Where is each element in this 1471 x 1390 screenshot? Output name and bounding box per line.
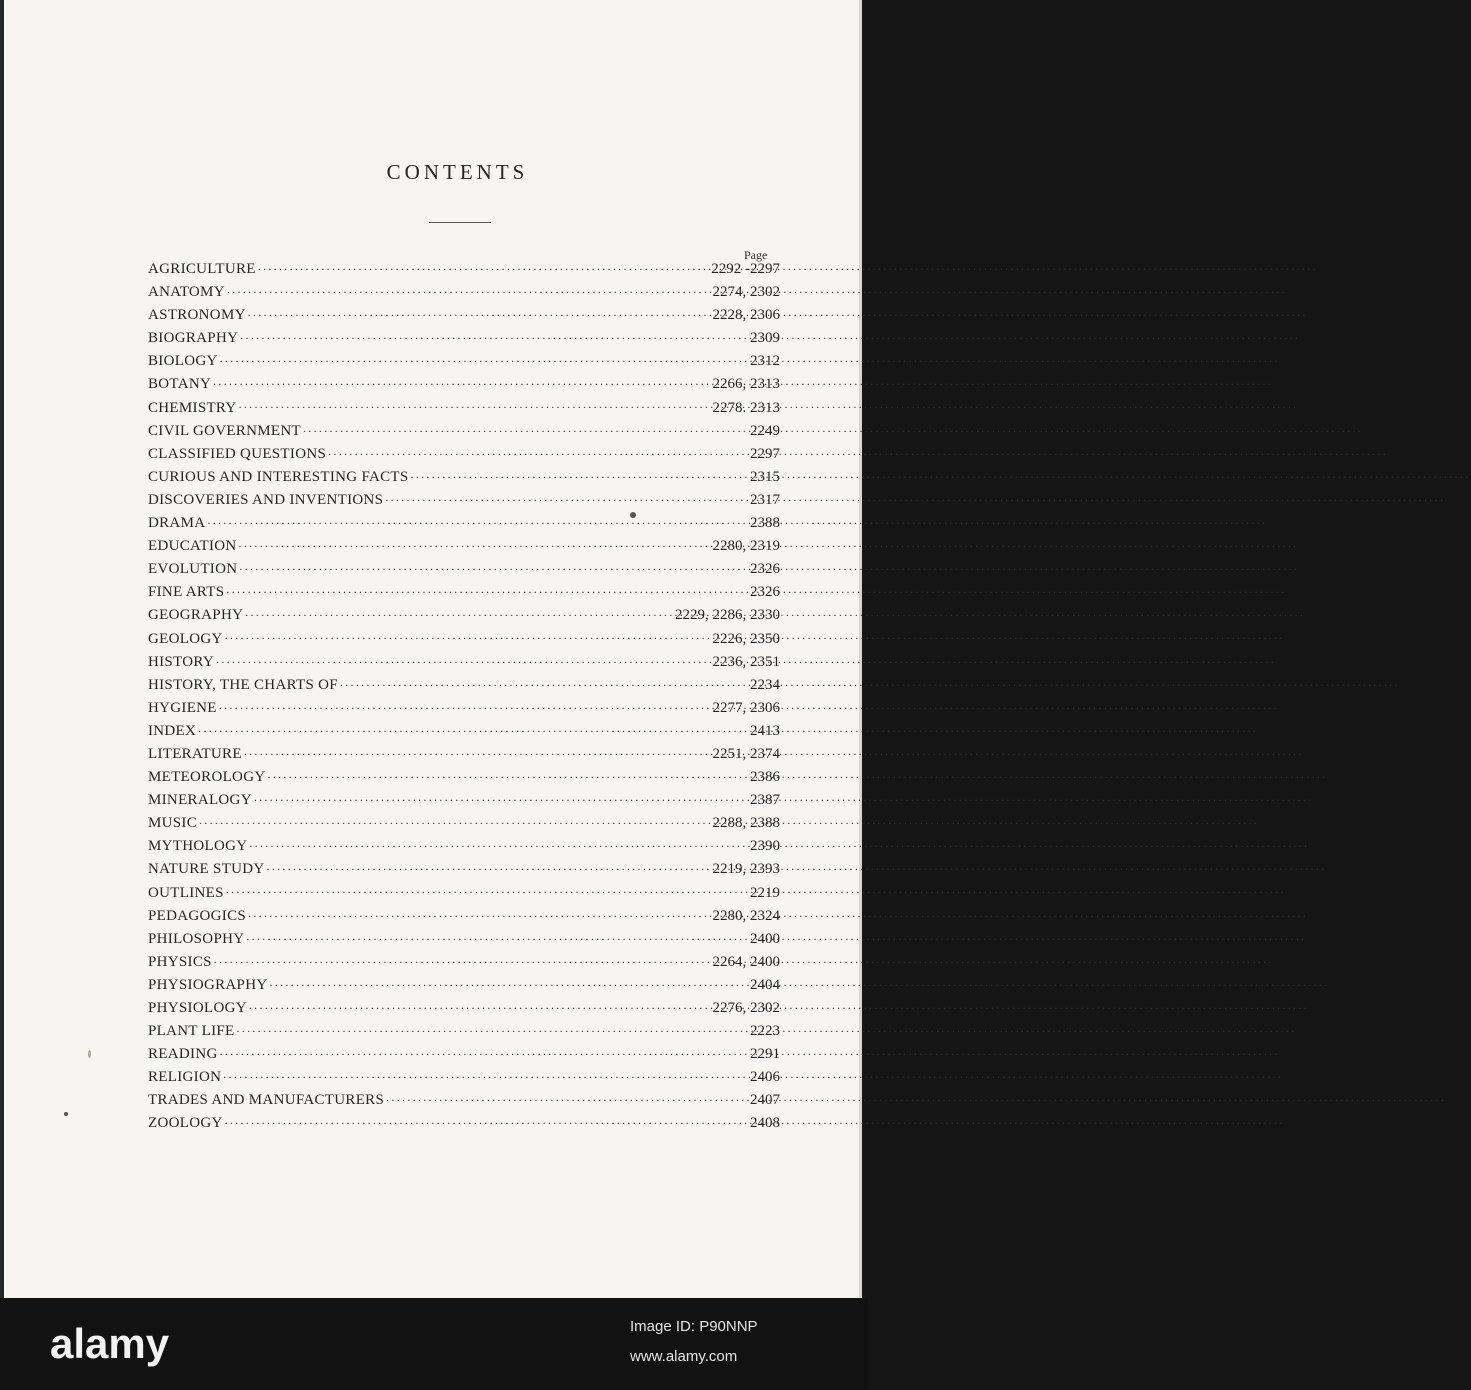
- dot-leader: [249, 836, 748, 850]
- toc-entry-page: 2317: [750, 491, 780, 508]
- toc-entry-label: CLASSIFIED QUESTIONS: [148, 445, 327, 462]
- toc-entry-page: 2386: [750, 769, 780, 786]
- toc-entry-label: MUSIC: [148, 815, 198, 832]
- toc-entry-label: LITERATURE: [148, 745, 242, 762]
- toc-entry-page: 2226, 2350: [712, 630, 780, 647]
- toc-entry-label: HISTORY, THE CHARTS OF: [148, 676, 338, 693]
- dot-leader: [219, 698, 711, 712]
- toc-entry-page: 2264, 2400: [712, 953, 780, 970]
- page-title: CONTENTS: [386, 160, 529, 184]
- toc-entry-label: DRAMA: [148, 515, 206, 532]
- toc-entry-label: PHYSIOLOGY: [148, 1000, 247, 1016]
- toc-entry-label: CURIOUS AND INTERESTING FACTS: [148, 468, 409, 485]
- toc-entry-page: 2390: [750, 838, 780, 855]
- dot-leader: [214, 952, 711, 966]
- toc-entry-label: NATURE STUDY: [148, 861, 265, 878]
- toc-entry-page: 2236, 2351: [712, 653, 780, 670]
- toc-entry-page: 2276, 2302: [712, 1000, 780, 1016]
- dot-leader: [244, 744, 711, 758]
- toc-entry-label: MYTHOLOGY: [148, 838, 248, 855]
- toc-entry-label: RELIGION: [148, 1069, 222, 1086]
- alamy-logo: [50, 1318, 170, 1376]
- toc-entry-page: 2292 -2297: [711, 261, 780, 277]
- dot-leader: [328, 444, 748, 458]
- dot-leader: [240, 328, 748, 342]
- toc-entry-label: GEOGRAPHY: [148, 607, 244, 624]
- dot-leader: [216, 652, 710, 666]
- toc-entry-label: TRADES AND MANUFACTURERS: [148, 1092, 385, 1109]
- watermark-image-id: Image ID: P90NNP: [630, 1318, 758, 1335]
- toc-entry-page: 2219: [750, 884, 780, 901]
- toc-entry-page: 2274, 2302: [712, 284, 780, 301]
- dot-leader: [386, 1090, 748, 1104]
- toc-entry-label: PHYSICS: [148, 953, 212, 970]
- toc-entry-page: 2408: [750, 1115, 780, 1132]
- toc-entry-label: ASTRONOMY: [148, 307, 246, 324]
- toc-entry-label: PLANT LIFE: [148, 1023, 235, 1040]
- toc-entry-page: 2223: [750, 1023, 780, 1040]
- dot-leader: [249, 998, 711, 1012]
- toc-entry-label: BIOLOGY: [148, 353, 218, 370]
- table-of-contents: [148, 258, 780, 1136]
- dot-leader: [207, 513, 748, 527]
- toc-entry-label: GEOLOGY: [148, 630, 223, 647]
- toc-entry-page: 2297: [750, 445, 780, 462]
- paper-speck: [88, 1050, 91, 1058]
- toc-entry-page: 2326: [750, 584, 780, 601]
- paper-speck: [64, 1112, 68, 1116]
- dot-leader: [385, 490, 748, 504]
- toc-entry-page: 2291: [750, 1046, 780, 1063]
- dot-leader: [198, 721, 748, 735]
- dot-leader: [248, 906, 710, 920]
- toc-entry-label: CIVIL GOVERNMENT: [148, 422, 301, 439]
- toc-entry-label: READING: [148, 1046, 218, 1063]
- toc-entry-label: PEDAGOGICS: [148, 907, 247, 924]
- toc-entry-page: 2249: [750, 422, 780, 439]
- toc-entry-page: 2288, 2388: [712, 815, 780, 832]
- dot-leader: [239, 559, 748, 573]
- toc-entry-label: HISTORY: [148, 653, 215, 670]
- dot-leader: [303, 421, 748, 435]
- toc-entry-page: 2251, 2374: [712, 745, 780, 762]
- toc-entry-label: BOTANY: [148, 376, 212, 393]
- toc-entry-label: PHYSIOGRAPHY: [148, 976, 268, 993]
- toc-entry-label: HYGIENE: [148, 699, 217, 716]
- dot-leader: [267, 767, 748, 781]
- toc-entry-page: 2312: [750, 353, 780, 370]
- toc-entry-page: 2387: [750, 792, 780, 809]
- paper-speck: [630, 512, 636, 518]
- toc-entry-page: 2219, 2393: [712, 861, 780, 878]
- toc-entry-label: PHILOSOPHY: [148, 930, 245, 947]
- toc-entry-label: METEOROLOGY: [148, 769, 266, 786]
- dot-leader: [225, 1113, 748, 1127]
- dot-leader: [245, 605, 673, 619]
- toc-entry: [148, 1112, 780, 1135]
- toc-entry-page: 2278. 2313: [712, 399, 780, 416]
- toc-entry-page: 2234: [750, 676, 780, 693]
- toc-entry-page: 2326: [750, 561, 780, 578]
- toc-entry-page: 2229, 2286, 2330: [675, 607, 780, 624]
- toc-entry-label: DISCOVERIES AND INVENTIONS: [148, 491, 384, 508]
- toc-entry-label: BIOGRAPHY: [148, 330, 239, 347]
- toc-entry-label: MINERALOGY: [148, 792, 252, 809]
- dot-leader: [246, 929, 748, 943]
- title-rule: [429, 222, 491, 223]
- dot-leader: [226, 883, 748, 897]
- toc-entry-page: 2388: [750, 515, 780, 532]
- toc-entry-page: 2400: [750, 930, 780, 947]
- dot-leader: [223, 1067, 748, 1081]
- dot-leader: [226, 582, 748, 596]
- toc-entry-page: 2277, 2306: [712, 699, 780, 716]
- dot-leader: [258, 259, 709, 273]
- alamy-logo-text: alamy: [50, 1320, 170, 1367]
- toc-entry-page: 2280, 2324: [712, 907, 780, 924]
- page-column-label: Page: [744, 248, 768, 262]
- dot-leader: [411, 467, 748, 481]
- dot-leader: [248, 305, 711, 319]
- toc-entry-page: 2413: [750, 722, 780, 739]
- dot-leader: [269, 975, 748, 989]
- dot-leader: [267, 859, 711, 873]
- toc-entry-label: OUTLINES: [148, 884, 224, 901]
- dot-leader: [239, 398, 711, 412]
- dot-leader: [239, 536, 711, 550]
- toc-entry-page: 2315: [750, 468, 780, 485]
- toc-entry-label: EVOLUTION: [148, 561, 238, 578]
- watermark-site: www.alamy.com: [630, 1348, 738, 1365]
- toc-entry-page: 2266, 2313: [712, 376, 780, 393]
- dot-leader: [225, 629, 711, 643]
- toc-entry-page: 2228, 2306: [712, 307, 780, 324]
- toc-entry-label: ANATOMY: [148, 284, 225, 301]
- toc-entry-label: FINE ARTS: [148, 584, 225, 601]
- dot-leader: [227, 282, 711, 296]
- toc-entry-label: CHEMISTRY: [148, 399, 237, 416]
- dot-leader: [213, 374, 710, 388]
- dot-leader: [254, 790, 748, 804]
- toc-entry-page: 2407: [750, 1092, 780, 1109]
- toc-entry-page: 2404: [750, 976, 780, 993]
- dot-leader: [199, 813, 710, 827]
- dot-leader: [220, 1044, 748, 1058]
- toc-entry-label: AGRICULTURE: [148, 261, 256, 277]
- toc-entry-label: INDEX: [148, 722, 197, 739]
- toc-entry-label: EDUCATION: [148, 538, 237, 555]
- toc-entry-page: 2280, 2319: [712, 538, 780, 555]
- toc-entry-page: 2309: [750, 330, 780, 347]
- dot-leader: [340, 675, 748, 689]
- watermark-bar: [0, 1298, 868, 1390]
- dot-leader: [236, 1021, 748, 1035]
- dot-leader: [220, 351, 748, 365]
- document-page: [4, 0, 862, 1298]
- toc-entry-page: 2406: [750, 1069, 780, 1086]
- toc-entry-label: ZOOLOGY: [148, 1115, 223, 1132]
